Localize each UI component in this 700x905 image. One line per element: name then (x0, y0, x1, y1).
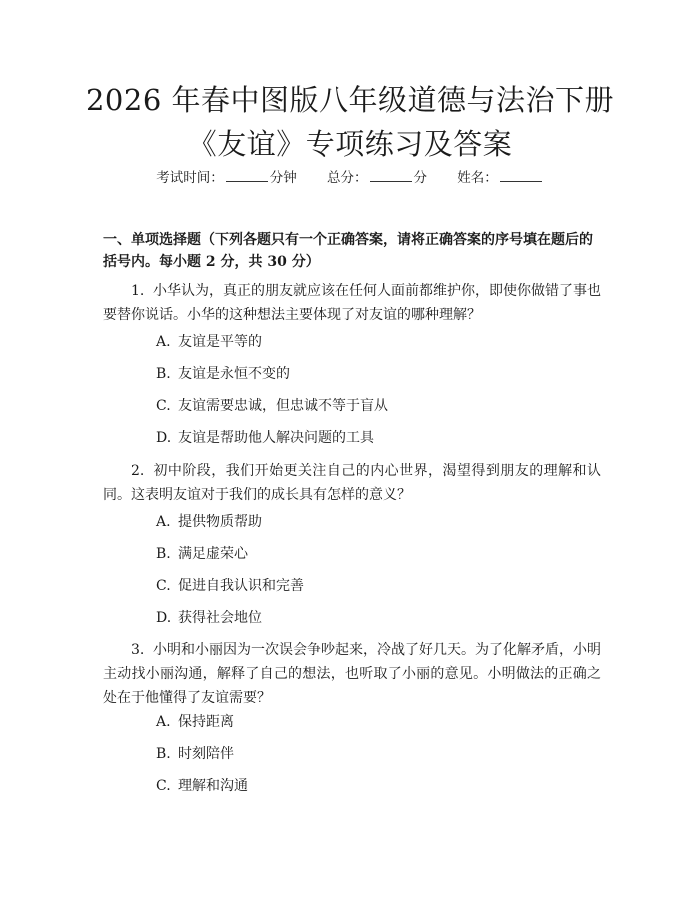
option-letter: A. (156, 514, 171, 530)
option-letter: B. (156, 366, 171, 382)
exam-time (156, 168, 297, 188)
question-2-option-d (156, 608, 262, 628)
exam-time-unit: 分钟 (269, 170, 297, 186)
question-1-option-c (156, 396, 388, 416)
total-score-unit: 分 (413, 170, 427, 186)
option-letter: D. (156, 610, 172, 626)
exam-info (0, 168, 700, 188)
question-1 (103, 279, 601, 327)
question-number: 2. (131, 463, 145, 479)
document-title: 2026 年春中图版八年级道德与法治下册《友谊》专项练习及答案 (85, 83, 615, 161)
student-name-label: 姓名： (457, 170, 498, 186)
option-letter: B. (156, 546, 171, 562)
exam-time-label: 考试时间： (156, 170, 224, 186)
option-letter: A. (156, 334, 171, 350)
question-number: 1. (131, 283, 145, 299)
option-letter: C. (156, 778, 171, 794)
question-2-option-b (156, 544, 248, 564)
question-3-option-c (156, 776, 248, 796)
option-letter: B. (156, 746, 171, 762)
option-text: 理解和沟通 (178, 778, 248, 794)
option-letter: D. (156, 430, 172, 446)
section-heading: 一、单项选择题（下列各题只有一个正确答案，请将正确答案的序号填在题后的括号内。每小题 2 分，共 30 分） (103, 232, 593, 270)
option-text: 提供物质帮助 (178, 514, 262, 530)
question-2-option-a (156, 512, 262, 532)
question-text: 小华认为，真正的朋友就应该在任何人面前都维护你，即使你做错了事也要替你说话。小华的这种想法主要体现了对友谊的哪种理解？ (103, 283, 601, 323)
option-text: 友谊是帮助他人解决问题的工具 (178, 430, 374, 446)
option-text: 友谊是永恒不变的 (178, 366, 290, 382)
option-text: 获得社会地位 (178, 610, 262, 626)
option-letter: C. (156, 398, 171, 414)
option-text: 促进自我认识和完善 (178, 578, 304, 594)
option-text: 保持距离 (178, 714, 234, 730)
question-1-option-b (156, 364, 290, 384)
option-text: 友谊是平等的 (178, 334, 262, 350)
total-score-blank (370, 169, 412, 182)
question-3-option-a (156, 712, 234, 732)
student-name (457, 168, 544, 188)
option-text: 时刻陪伴 (178, 746, 234, 762)
option-letter: C. (156, 578, 171, 594)
question-3-option-b (156, 744, 234, 764)
question-1-option-d (156, 428, 374, 448)
question-1-option-a (156, 332, 262, 352)
question-text: 初中阶段，我们开始更关注自己的内心世界，渴望得到朋友的理解和认同。这表明友谊对于我们的成长具有怎样的意义？ (103, 463, 601, 503)
student-name-blank (500, 169, 542, 182)
option-text: 满足虚荣心 (178, 546, 248, 562)
question-2-option-c (156, 576, 304, 596)
question-2 (103, 459, 601, 507)
total-score (327, 168, 427, 188)
option-text: 友谊需要忠诚，但忠诚不等于盲从 (178, 398, 388, 414)
total-score-label: 总分： (327, 170, 368, 186)
question-3 (103, 638, 601, 710)
option-letter: A. (156, 714, 171, 730)
question-number: 3. (131, 642, 145, 658)
question-text: 小明和小丽因为一次误会争吵起来，冷战了好几天。为了化解矛盾，小明主动找小丽沟通，解释了自己的想法，也听取了小丽的意见。小明做法的正确之处在于他懂得了友谊需要？ (103, 642, 601, 706)
exam-time-blank (226, 169, 268, 182)
